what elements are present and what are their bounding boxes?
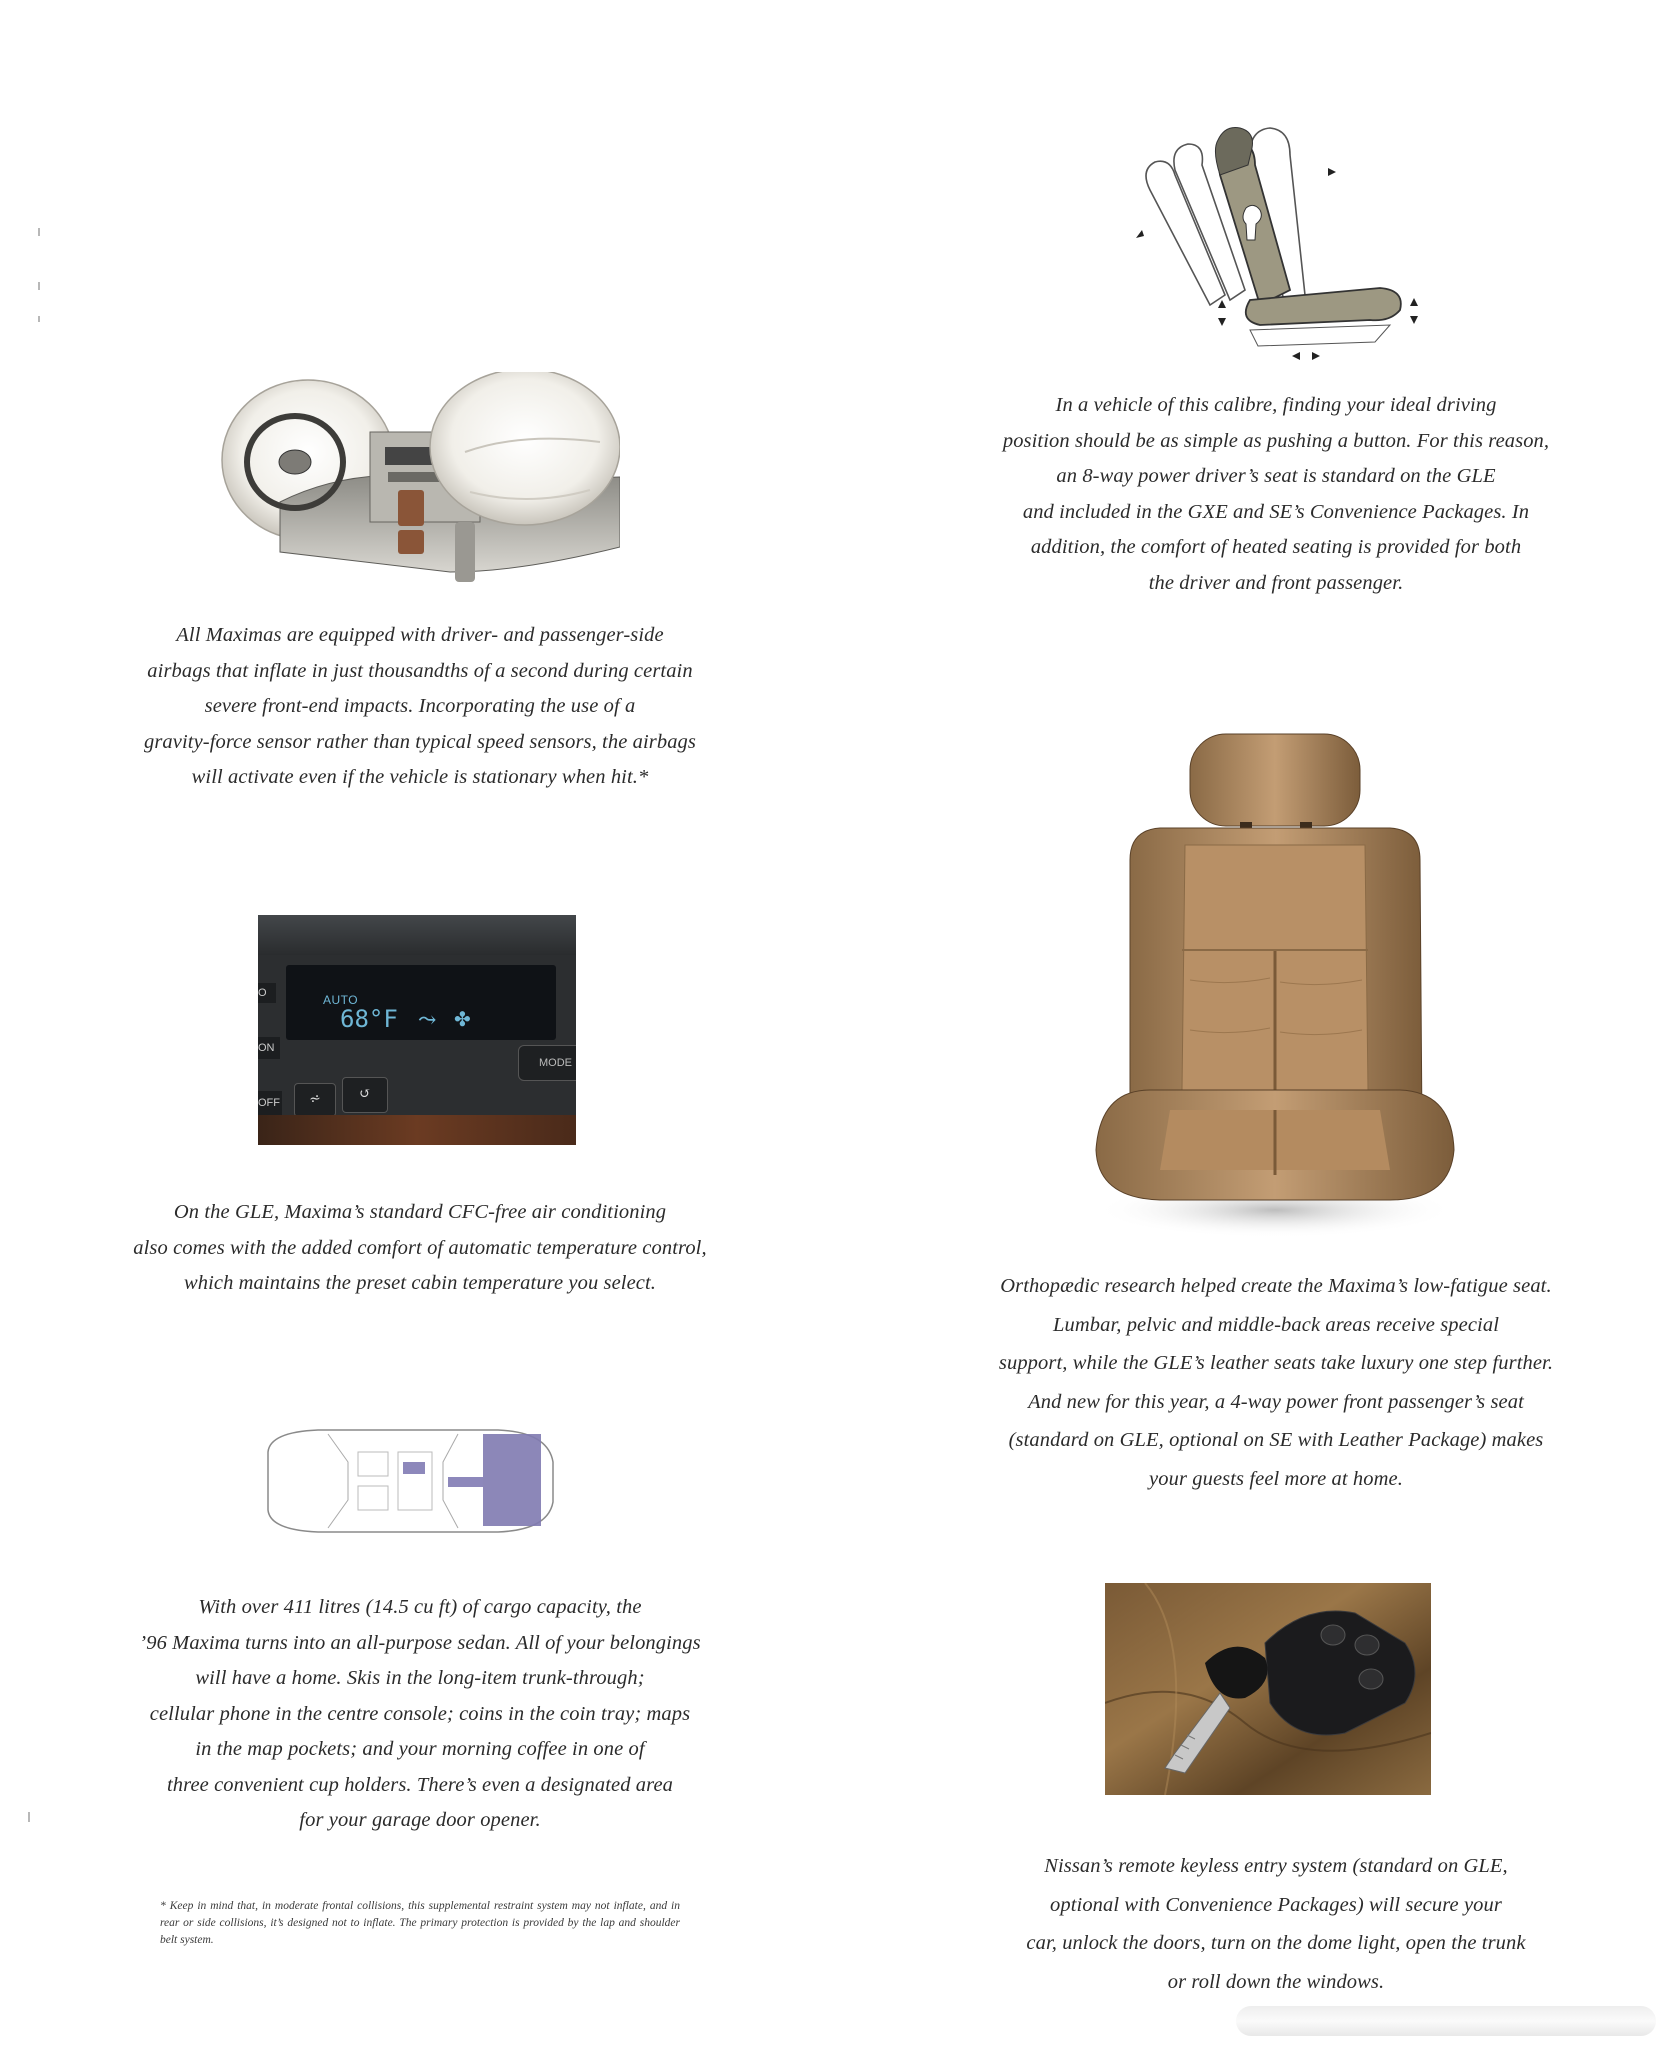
climate-off-button: OFF <box>258 1091 282 1115</box>
caption-line: and included in the GXE and SE’s Convenience Packages. In <box>1022 500 1530 523</box>
scan-mark <box>38 316 40 322</box>
caption-line: an 8-way power driver’s seat is standard on the GLE <box>1056 465 1496 487</box>
airbag-caption <box>120 618 720 796</box>
airflow-icon: ⤳ <box>418 1007 437 1032</box>
climate-temp-display: 68°F <box>340 1005 398 1033</box>
airbag-dashboard-illustration <box>220 372 620 590</box>
caption-line: airbags that inflate in just thousandths of a second during certain <box>147 659 693 682</box>
caption-line: On the GLE, Maxima’s standard CFC-free air conditioning <box>173 1201 667 1223</box>
scan-mark <box>38 228 40 236</box>
power-seat-caption <box>966 388 1586 601</box>
footnote: * Keep in mind that, in moderate frontal collisions, this supplemental restraint system may not inflate, and in rear or side collisions, it’s designed not to inflate. The primary protection is provided by the lap and shoulder belt system. <box>160 1900 680 1946</box>
caption-line: your guests feel more at home. <box>1149 1467 1403 1490</box>
leather-seat-photo <box>1090 730 1460 1250</box>
caption-line: position should be as simple as pushing a button. For this reason, <box>1002 429 1550 452</box>
keyless-caption <box>966 1847 1586 2001</box>
caption-line: All Maximas are equipped with driver- and passenger-side <box>176 624 664 646</box>
defrost-icon: ⩫ <box>294 1083 336 1117</box>
caption-line: With over 411 litres (14.5 cu ft) of cargo capacity, the <box>198 1596 642 1618</box>
caption-line: cellular phone in the centre console; coins in the coin tray; maps <box>149 1702 691 1725</box>
seat-comfort-caption <box>966 1267 1586 1498</box>
caption-line: severe front-end impacts. Incorporating the use of a <box>204 695 636 717</box>
caption-line: addition, the comfort of heated seating is provided for both <box>1030 536 1522 558</box>
caption-line: will have a home. Skis in the long-item trunk-through; <box>195 1667 645 1689</box>
air-conditioning-caption <box>120 1195 720 1302</box>
caption-line: gravity-force sensor rather than typical speed sensors, the airbags <box>144 730 696 753</box>
caption-line: which maintains the preset cabin temperature you select. <box>183 1272 657 1294</box>
caption-line: for your garage door opener. <box>299 1809 541 1831</box>
caption-line: In a vehicle of this calibre, finding your ideal driving <box>1055 394 1497 416</box>
climate-on-button: ON <box>258 1037 280 1059</box>
caption-line: or roll down the windows. <box>1167 1970 1385 1993</box>
caption-line: And new for this year, a 4-way power front passenger’s seat <box>1028 1390 1524 1413</box>
caption-line: Lumbar, pelvic and middle-back areas receive special <box>1052 1313 1499 1336</box>
caption-line: ’96 Maxima turns into an all-purpose sedan. All of your belongings <box>139 1631 701 1654</box>
climate-button: O <box>258 983 276 1003</box>
scan-mark <box>38 282 40 290</box>
climate-mode-button: MODE <box>518 1045 576 1081</box>
caption-line: support, while the GLE’s leather seats take luxury one step further. <box>998 1352 1554 1374</box>
fan-icon: ✤ <box>454 1009 471 1031</box>
caption-line: car, unlock the doors, turn on the dome light, open the trunk <box>1026 1932 1526 1954</box>
caption-line: the driver and front passenger. <box>1148 571 1404 594</box>
keyless-remote-photo <box>1105 1583 1431 1795</box>
caption-line: optional with Convenience Packages) will secure your <box>1050 1893 1502 1916</box>
caption-line: Nissan’s remote keyless entry system (standard on GLE, <box>1044 1855 1508 1877</box>
climate-mode-display: AUTO <box>323 993 359 1007</box>
caption-line: in the map pockets; and your morning coffee in one of <box>195 1738 645 1760</box>
caption-line: Orthopædic research helped create the Maxima’s low-fatigue seat. <box>1000 1275 1552 1297</box>
recirculate-icon: ↺ <box>342 1077 388 1113</box>
caption-line: will activate even if the vehicle is stationary when hit.* <box>191 766 649 788</box>
scan-artifact <box>1236 2006 1656 2036</box>
seat-adjustment-diagram <box>1130 120 1430 370</box>
caption-line: three convenient cup holders. There’s even a designated area <box>166 1773 674 1796</box>
caption-line: (standard on GLE, optional on SE with Leather Package) makes <box>1008 1429 1544 1451</box>
caption-line: also comes with the added comfort of automatic temperature control, <box>133 1236 707 1259</box>
cargo-diagram <box>258 1422 558 1540</box>
scan-mark <box>28 1812 30 1822</box>
cargo-caption <box>120 1590 720 1839</box>
climate-control-photo <box>258 915 576 1145</box>
